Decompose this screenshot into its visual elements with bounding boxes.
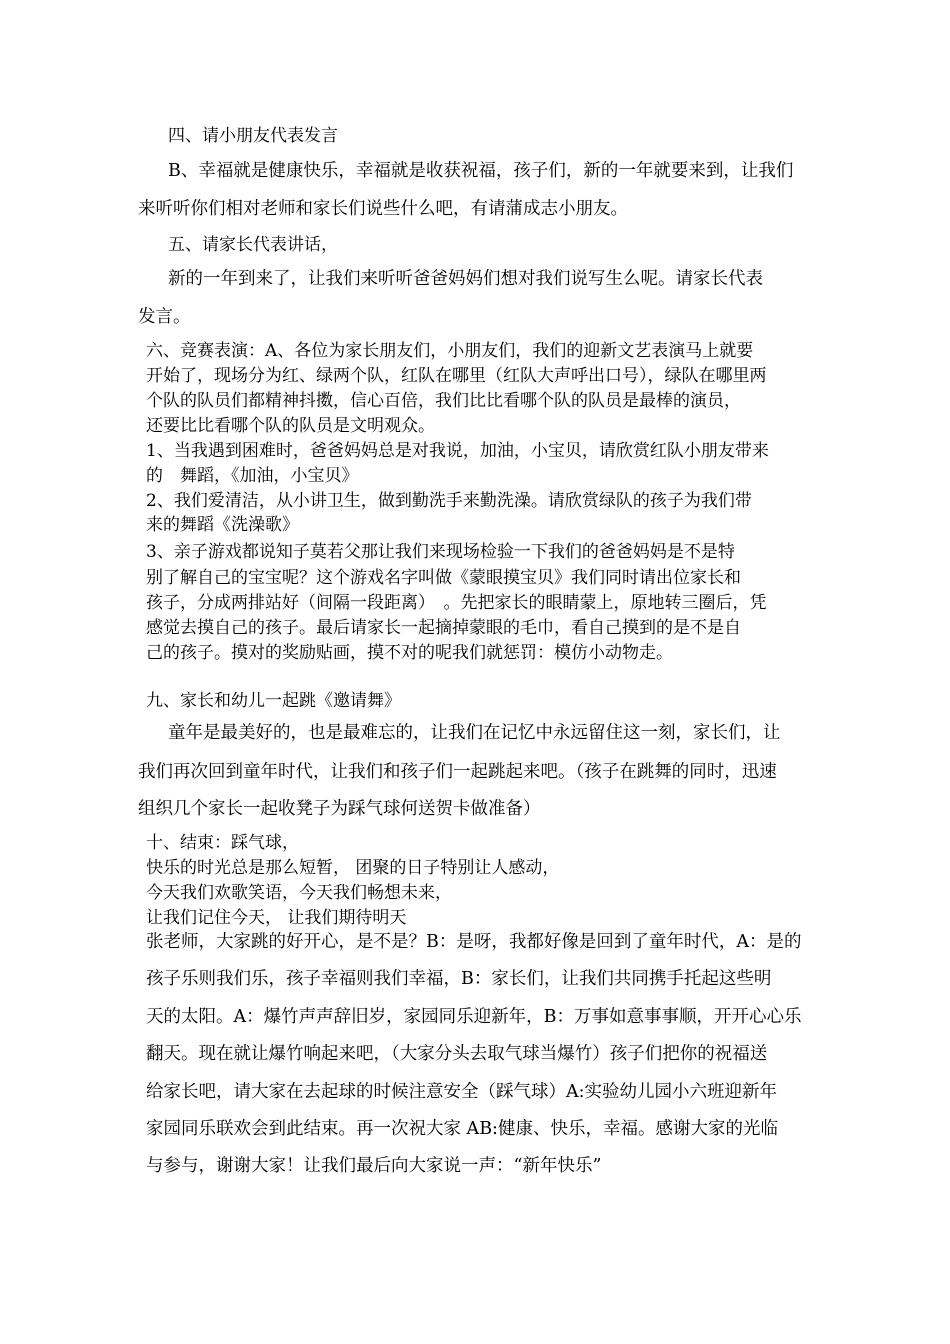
paragraph-line: 我们再次回到童年时代，让我们和孩子们一起跳起来吧。（孩子在跳舞的同时，迅速 [138, 762, 777, 782]
heading-six: 六、竞赛表演：A、各位为家长朋友们，小朋友们，我们的迎新文艺表演马上就要 [146, 341, 754, 361]
paragraph-line: 组织几个家长一起收凳子为踩气球何送贺卡做准备） [138, 799, 541, 819]
heading-five: 五、请家长代表讲话， [168, 235, 338, 255]
paragraph-line: 来听听你们相对老师和家长们说些什么吧，有请蒲成志小朋友。 [138, 199, 628, 219]
paragraph-line: 童年是最美好的，也是最难忘的，让我们在记忆中永远留住这一刻，家长们，让 [168, 723, 781, 743]
paragraph-line: 还要比比看哪个队的队员是文明观众。 [146, 416, 435, 436]
paragraph-line: 开始了，现场分为红、绿两个队，红队在哪里（红队大声呼出口号），绿队在哪里两 [146, 366, 767, 386]
heading-four: 四、请小朋友代表发言 [168, 126, 338, 146]
paragraph-line: 翻天。现在就让爆竹响起来吧，（大家分头去取气球当爆竹）孩子们把你的祝福送 [146, 1044, 768, 1064]
paragraph-line: 张老师，大家跳的好开心，是不是？B：是呀，我都好像是回到了童年时代，A：是的 [146, 932, 802, 952]
list-item-2: 2、我们爱清洁，从小讲卫生，做到勤洗手来勤洗澡。请欣赏绿队的孩子为我们带 [146, 491, 752, 511]
poem-line: 今天我们欢歌笑语，今天我们畅想未来， [146, 883, 452, 903]
paragraph-line: 己的孩子。摸对的奖励贴画，摸不对的呢我们就惩罚：模仿小动物走。 [146, 643, 673, 663]
list-item-3: 3、亲子游戏都说知子莫若父那让我们来现场检验一下我们的爸爸妈妈是不是特 [146, 542, 735, 562]
poem-line: 让我们记住今天， 让我们期待明天 [146, 908, 407, 928]
paragraph-line: 孩子乐则我们乐，孩子幸福则我们幸福，B：家长们，让我们共同携手托起这些明 [146, 969, 772, 989]
paragraph-line: 别了解自己的宝宝呢？这个游戏名字叫做《蒙眼摸宝贝》我们同时请出位家长和 [146, 568, 741, 588]
paragraph-line: 新的一年到来了，让我们来听听爸爸妈妈们想对我们说写生么呢。请家长代表 [168, 269, 763, 289]
paragraph-line: B、幸福就是健康快乐，幸福就是收获祝福，孩子们，新的一年就要来到，让我们 [168, 161, 794, 181]
list-item-1: 1、当我遇到困难时，爸爸妈妈总是对我说，加油，小宝贝，请欣赏红队小朋友带来 [146, 441, 769, 461]
paragraph-line: 天的太阳。A：爆竹声声辞旧岁，家园同乐迎新年，B：万事如意事事顺，开开心心乐 [146, 1007, 802, 1027]
paragraph-line: 与参与，谢谢大家！让我们最后向大家说一声：“新年快乐” [146, 1156, 602, 1176]
poem-line: 快乐的时光总是那么短暂， 团聚的日子特别让人感动， [146, 858, 560, 878]
paragraph-line: 家园同乐联欢会到此结束。再一次祝大家 AB:健康、快乐，幸福。感谢大家的光临 [146, 1119, 778, 1139]
heading-nine: 九、家长和幼儿一起跳《邀请舞》 [146, 691, 401, 711]
paragraph-line: 发言。 [138, 307, 191, 327]
heading-ten: 十、结束：踩气球， [146, 833, 299, 853]
paragraph-line: 给家长吧，请大家在去起球的时候注意安全（踩气球）A:实验幼儿园小六班迎新年 [146, 1082, 778, 1102]
paragraph-line: 的 舞蹈，《加油，小宝贝》 [146, 466, 359, 486]
paragraph-line: 来的舞蹈《洗澡歌》 [146, 515, 299, 535]
paragraph-line: 个队的队员们都精神抖擞，信心百倍，我们比比看哪个队的队员是最棒的演员， [146, 391, 741, 411]
paragraph-line: 孩子，分成两排站好（间隔一段距离） 。先把家长的眼睛蒙上，原地转三圈后，凭 [146, 593, 767, 613]
paragraph-line: 感觉去摸自己的孩子。最后请家长一起摘掉蒙眼的毛巾，看自己摸到的是不是自 [146, 618, 741, 638]
